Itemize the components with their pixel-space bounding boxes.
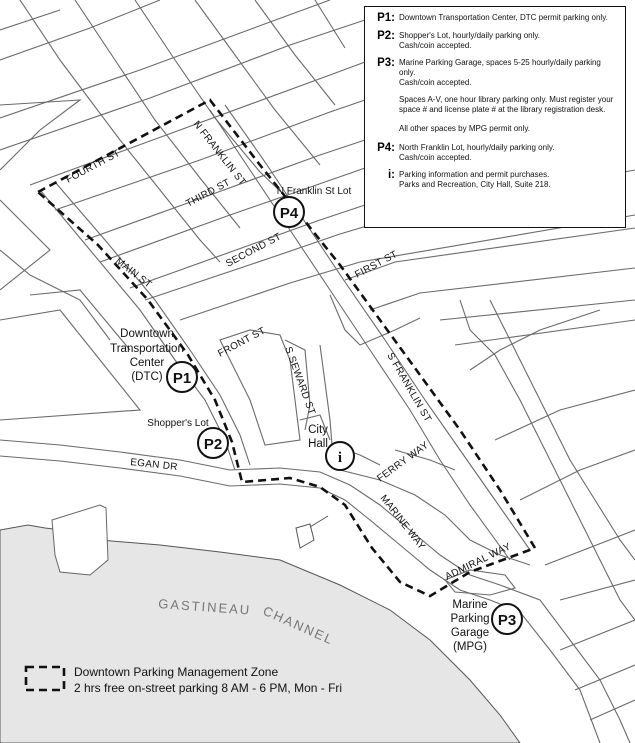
info-p3-extra2 [399,124,619,134]
info-key-p2: P2: [377,30,395,42]
info-info-line2: Parks and Recreation, City Hall, Suite 218. [399,180,551,189]
street-label-second: SECOND ST [224,231,284,270]
mpg-label-line3: Garage [450,627,490,639]
dtc-label-line4: (DTC) [131,371,163,383]
info-p3-extra2-line1: All other spaces by MPG permit only. [399,124,531,133]
info-info-line1: Parking information and permit purchases. [399,170,550,179]
badge-info[interactable] [326,442,354,470]
dtc-label-line2: Transportation [110,343,184,355]
badge-p1[interactable] [167,362,197,392]
badge-p2[interactable] [198,428,228,458]
info-entry-info [371,170,619,190]
street-label-third: THIRD ST [184,177,233,210]
mpg-label-line4: (MPG) [453,641,487,653]
info-key-info: i: [387,169,395,181]
svg-text:P4: P4 [279,205,299,222]
info-key-p3: P3: [377,57,395,69]
street-label-admiral: ADMIRAL WAY [443,541,513,583]
street-label-egan: EGAN DR [129,457,179,473]
dock [52,505,108,575]
info-key-p1: P1: [377,12,395,24]
shoppers-lot-label: Shopper's Lot [147,418,209,429]
n-franklin-lot-label: N Franklin St Lot [276,186,352,197]
info-entry-p4 [371,143,619,163]
water-label-gastineau: GASTINEAU [157,596,252,618]
street-label-main: MAIN ST [113,255,154,291]
svg-text:P2: P2 [203,436,223,453]
street-label-fourth: FOURTH ST [64,147,123,186]
info-entry-p1 [371,13,619,24]
street-label-marine: MARINE WAY [377,493,428,553]
street-label-s-seward: S SEWARD ST [282,345,318,417]
info-p3-extra1 [399,95,619,115]
info-p3-extra1-line2: space # and license plate # at the library registration desk. [399,105,606,114]
svg-text:P3: P3 [497,612,517,629]
water-label-channel: CHANNEL [260,603,337,648]
parking-info-box [364,6,626,228]
info-p3-line2: Cash/coin accepted. [399,78,472,87]
dtc-label-line1: Downtown [120,328,174,340]
city-hall-label-line1: City [308,424,328,436]
info-p3-line1: Marine Parking Garage, spaces 5-25 hourly/daily parking only. [399,58,601,77]
info-p3-extra1-line1: Spaces A-V, one hour library parking only. Must register your [399,95,614,104]
street-label-front: FRONT ST [216,325,268,360]
street-label-s-franklin: S FRANKLIN ST [384,351,434,425]
street-label-first: FIRST ST [353,249,400,281]
mpg-label-line2: Parking [450,613,490,625]
small-pier [296,524,314,548]
legend-free-label: 2 hrs free on-street parking 8 AM - 6 PM, Mon - Fri [74,681,343,695]
info-entry-p2 [371,31,619,51]
badge-p4[interactable] [274,197,304,227]
info-p2-line1: Shopper's Lot, hourly/daily parking only. [399,31,541,40]
city-hall-label-line2: Hall [308,438,328,450]
badge-p3[interactable] [492,604,522,634]
info-p1-line1: Downtown Transportation Center, DTC permit parking only. [399,13,608,22]
dtc-label-line3: Center [129,357,165,369]
info-p2-line2: Cash/coin accepted. [399,41,472,50]
street-label-n-franklin: N FRANKLIN ST [190,119,248,189]
info-p4-line1: North Franklin Lot, hourly/daily parking only. [399,143,555,152]
svg-text:P1: P1 [172,370,192,387]
legend-zone-label: Downtown Parking Management Zone [74,665,279,679]
info-entry-p3 [371,58,619,88]
info-p4-line2: Cash/coin accepted. [399,153,472,162]
info-key-p4: P4: [377,142,395,154]
street-label-ferry: FERRY WAY [375,439,431,485]
mpg-label-line1: Marine [452,599,488,611]
svg-text:i: i [337,450,343,466]
